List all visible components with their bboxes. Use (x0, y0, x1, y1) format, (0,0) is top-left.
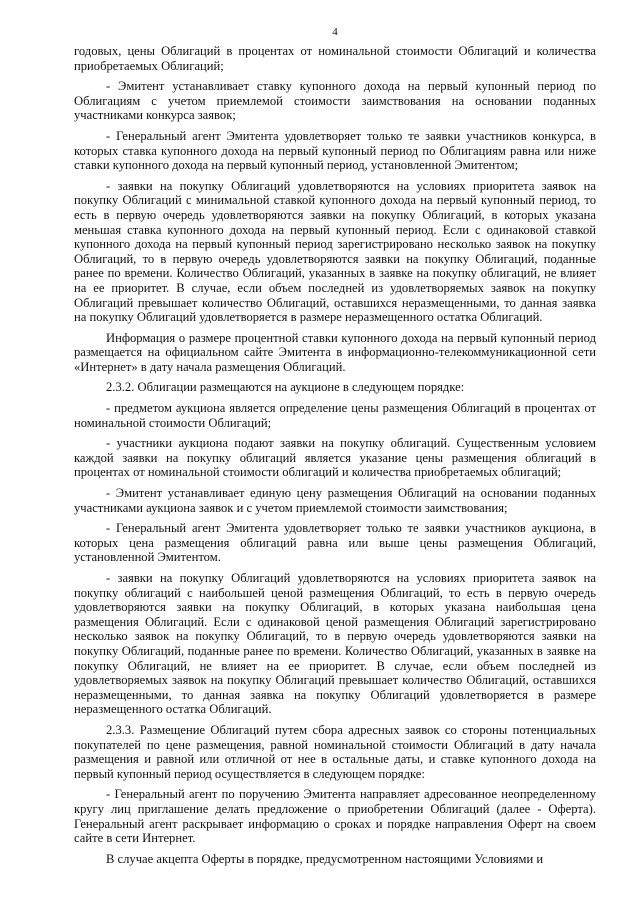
paragraph-9: - Эмитент устанавливает единую цену размещения Облигаций на основании поданных участниками аукциона заявок и с учетом приемлемой стоимости заимствования; (74, 486, 596, 515)
paragraph-3: - Генеральный агент Эмитента удовлетворяет только те заявки участников конкурса, в которых ставка купонного дохода на первый купонный период по Облигациям равна или ниже ставки купонного дохода на первый купонный период, установленной Эмитентом; (74, 128, 596, 173)
paragraph-10: - Генеральный агент Эмитента удовлетворяет только те заявки участников аукциона, в которых цена размещения облигаций равна или выше цены размещения Облигаций, установленной Эмитентом. (74, 521, 596, 565)
paragraph-2: - Эмитент устанавливает ставку купонного дохода на первый купонный период по Облигациям с учетом приемлемой стоимости заимствования на основании поданных участниками конкурса заявок; (74, 79, 596, 123)
paragraph-4: - заявки на покупку Облигаций удовлетворяются на условиях приоритета заявок на покупку Облигаций с минимальной ставкой купонного дохода на первый купонный период, то есть в первую очередь удовлетворяются заявки на покупку Облигаций, в которых указана меньшая ставка купонного дохода на первый купонный период. Если с одинаковой ставкой купонного дохода на первый купонный период зарегистрировано несколько заявок на покупку Облигаций, то в первую очередь удовлетворяются заявки на покупку Облигаций, поданные ранее по времени. Количество Облигаций, указанных в заявке на покупку облигаций, не влияет на ее приоритет. В случае, если объем последней из удовлетворяемых заявок на покупку Облигаций превышает количество Облигаций, оставшихся неразмещенными, то данная заявка на покупку Облигаций удовлетворяется в размере неразмещенного остатка Облигаций. (74, 178, 596, 325)
paragraph-6: 2.3.2. Облигации размещаются на аукционе в следующем порядке: (106, 380, 465, 395)
paragraph-14: В случае акцепта Оферты в порядке, предусмотренном настоящими Условиями и (106, 851, 544, 866)
paragraph-7: - предметом аукциона является определение цены размещения Облигаций в процентах от номинальной стоимости Облигаций; (74, 401, 596, 430)
page-number: 4 (332, 26, 338, 38)
paragraph-12: 2.3.3. Размещение Облигаций путем сбора адресных заявок со стороны потенциальных покупателей по цене размещения, равной номинальной стоимости Облигаций в дату начала размещения и равной или отличной от нее в остальные даты, и ставке купонного дохода на первый купонный период осуществляется в следующем порядке: (74, 722, 596, 781)
paragraph-5: Информация о размере процентной ставки купонного дохода на первый купонный период размещается на официальном сайте Эмитента в информационно-телекоммуникационной сети «Интернет» в дату начала размещения Облигаций. (74, 330, 596, 374)
paragraph-11: - заявки на покупку Облигаций удовлетворяются на условиях приоритета заявок на покупку облигаций с наибольшей ценой размещения Облигаций, то есть в первую очередь удовлетворяются заявки на покупку Облигаций, в которых указана наибольшая цена размещения Облигаций. Если с одинаковой ценой размещения Облигаций зарегистрировано несколько заявок на покупку Облигаций, то в первую очередь удовлетворяются заявки на покупку Облигаций, поданные ранее по времени. Количество Облигаций, указанных в заявке на покупку Облигаций, не влияет на ее приоритет. В случае, если объем последней из удовлетворяемых заявок на покупку Облигаций превышает количество Облигаций, оставшихся неразмещенными, то данная заявка на покупку Облигаций удовлетворяется в размере неразмещенного остатка Облигаций. (74, 571, 596, 717)
paragraph-8: - участники аукциона подают заявки на покупку облигаций. Существенным условием каждой заявки на покупку облигаций является указание цены размещения облигаций в процентах от номинальной стоимости облигаций и количества приобретаемых облигаций; (74, 436, 596, 480)
paragraph-1: годовых, цены Облигаций в процентах от номинальной стоимости Облигаций и количества приобретаемых Облигаций; (74, 44, 596, 73)
paragraph-13: - Генеральный агент по поручению Эмитента направляет адресованное неопределенному кругу лиц приглашение делать предложение о приобретении Облигаций (далее - Оферта). Генеральный агент раскрывает информацию о сроках и порядке направления Оферт на своем сайте в сети Интернет. (74, 787, 596, 846)
